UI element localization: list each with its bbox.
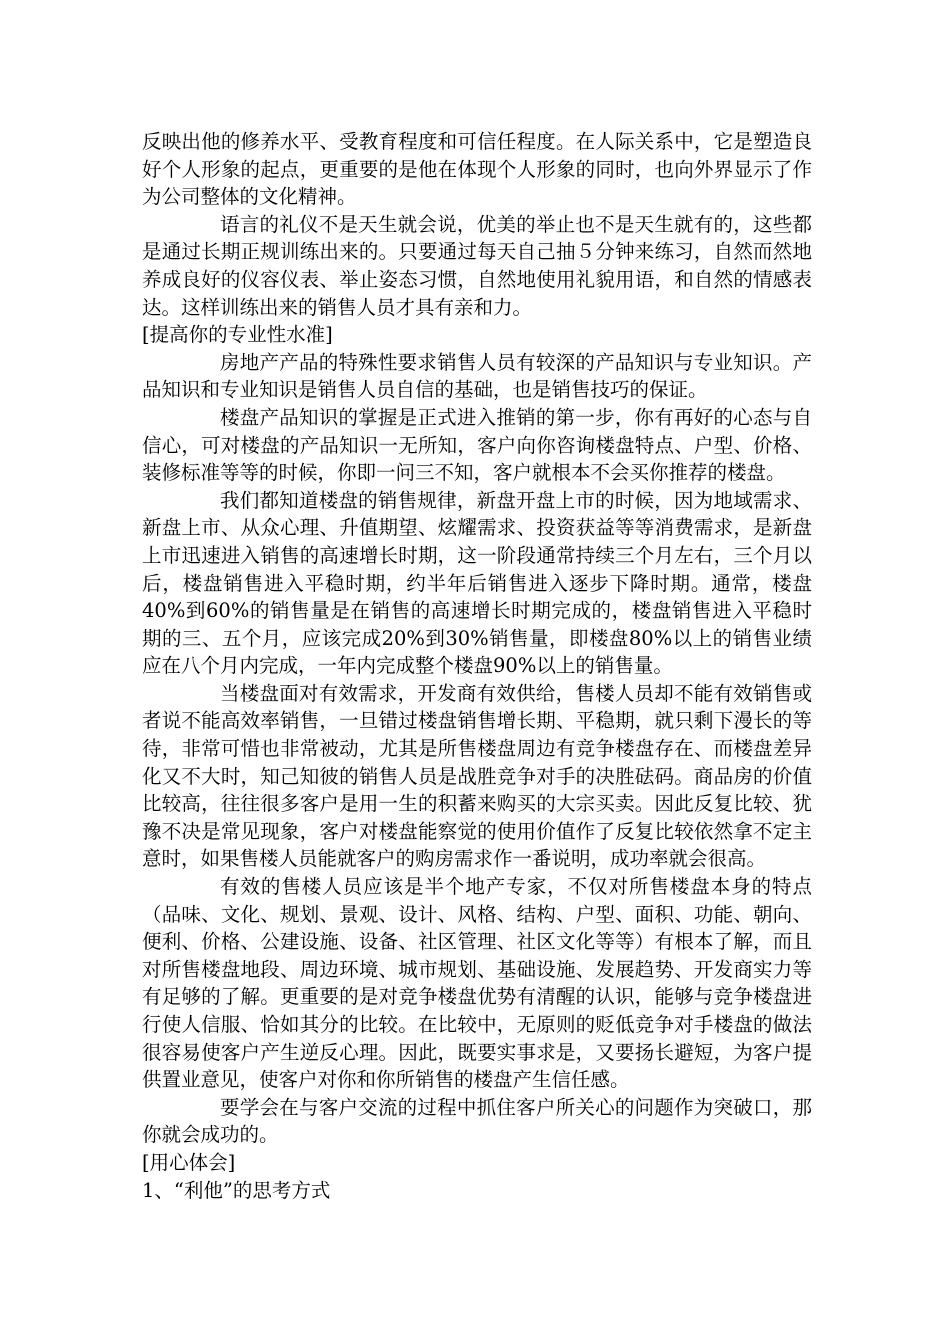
subsection-heading-altruistic: 1、“利他”的思考方式: [142, 1178, 331, 1202]
document-body: [142, 128, 812, 1204]
paragraph-effective-demand: 当楼盘面对有效需求，开发商有效供给，售楼人员却不能有效销售或者说不能高效率销售，一旦错过楼盘销售增长期、平稳期，就只剩下漫长的等待，非常可惜也非常被动，尤其是所售楼盘周边有竞争楼盘存在、而楼盘差异化又不大时，知己知彼的销售人员是战胜竞争对手的决胜砝码。商品房的价值比较高，往往很多客户是用一生的积蓄来购买的大宗买卖。因此反复比较、犹豫不决是常见现象，客户对楼盘能察觉的使用价值作了反复比较依然拿不定主意时，如果售楼人员能就客户的购房需求作一番说明，成功率就会很高。: [142, 681, 812, 871]
section-heading-professionalism: [提高你的专业性水准]: [142, 323, 333, 347]
paragraph-etiquette-training: 语言的礼仪不是天生就会说，优美的举止也不是天生就有的，这些都是通过长期正规训练出来的。只要通过每天自己抽５分钟来练习，自然而然地养成良好的仪容仪表、举止姿态习惯，自然地使用礼貌用语，和自然的情感表达。这样训练出来的销售人员才具有亲和力。: [142, 212, 812, 319]
paragraph-real-estate-expert: 有效的售楼人员应该是半个地产专家，不仅对所售楼盘本身的特点（品味、文化、规划、景观、设计、风格、结构、户型、面积、功能、朝向、便利、价格、公建设施、设备、社区管理、社区文化等等）有根本了解，而且对所售楼盘地段、周边环境、城市规划、基础设施、发展趋势、开发商实力等有足够的了解。更重要的是对竞争楼盘优势有清醒的认识，能够与竞争楼盘进行使人信服、恰如其分的比较。在比较中，无原则的贬低竞争对手楼盘的做法很容易使客户产生逆反心理。因此，既要实事求是，又要扬长避短，为客户提供置业意见，使客户对你和你所销售的楼盘产生信任感。: [142, 875, 812, 1092]
paragraph-breakthrough: 要学会在与客户交流的过程中抓住客户所关心的问题作为突破口，那你就会成功的。: [142, 1095, 812, 1147]
paragraph-product-knowledge: 房地产产品的特殊性要求销售人员有较深的产品知识与专业知识。产品知识和专业知识是销售人员自信的基础，也是销售技巧的保证。: [142, 350, 812, 402]
paragraph-first-step: 楼盘产品知识的掌握是正式进入推销的第一步，你有再好的心态与自信心，可对楼盘的产品知识一无所知，客户向你咨询楼盘特点、户型、价格、装修标准等等的时候，你即一问三不知，客户就根本不会买你推荐的楼盘。: [142, 405, 812, 485]
section-heading-experience: [用心体会]: [142, 1150, 236, 1174]
paragraph-intro-continued: 反映出他的修养水平、受教育程度和可信任程度。在人际关系中，它是塑造良好个人形象的起点，更重要的是他在体现个人形象的同时，也向外界显示了作为公司整体的文化精神。: [142, 130, 812, 209]
paragraph-sales-pattern: 我们都知道楼盘的销售规律，新盘开盘上市的时候，因为地域需求、新盘上市、从众心理、升值期望、炫耀需求、投资获益等等消费需求，是新盘上市迅速进入销售的高速增长时期，这一阶段通常持续三个月左右，三个月以后，楼盘销售进入平稳时期，约半年后销售进入逐步下降时期。通常，楼盘40%到60%的销售量是在销售的高速增长时期完成的，楼盘销售进入平稳时期的三、五个月，应该完成20%到30%销售量，即楼盘80%以上的销售业绩应在八个月内完成，一年内完成整个楼盘90%以上的销售量。: [142, 488, 812, 678]
